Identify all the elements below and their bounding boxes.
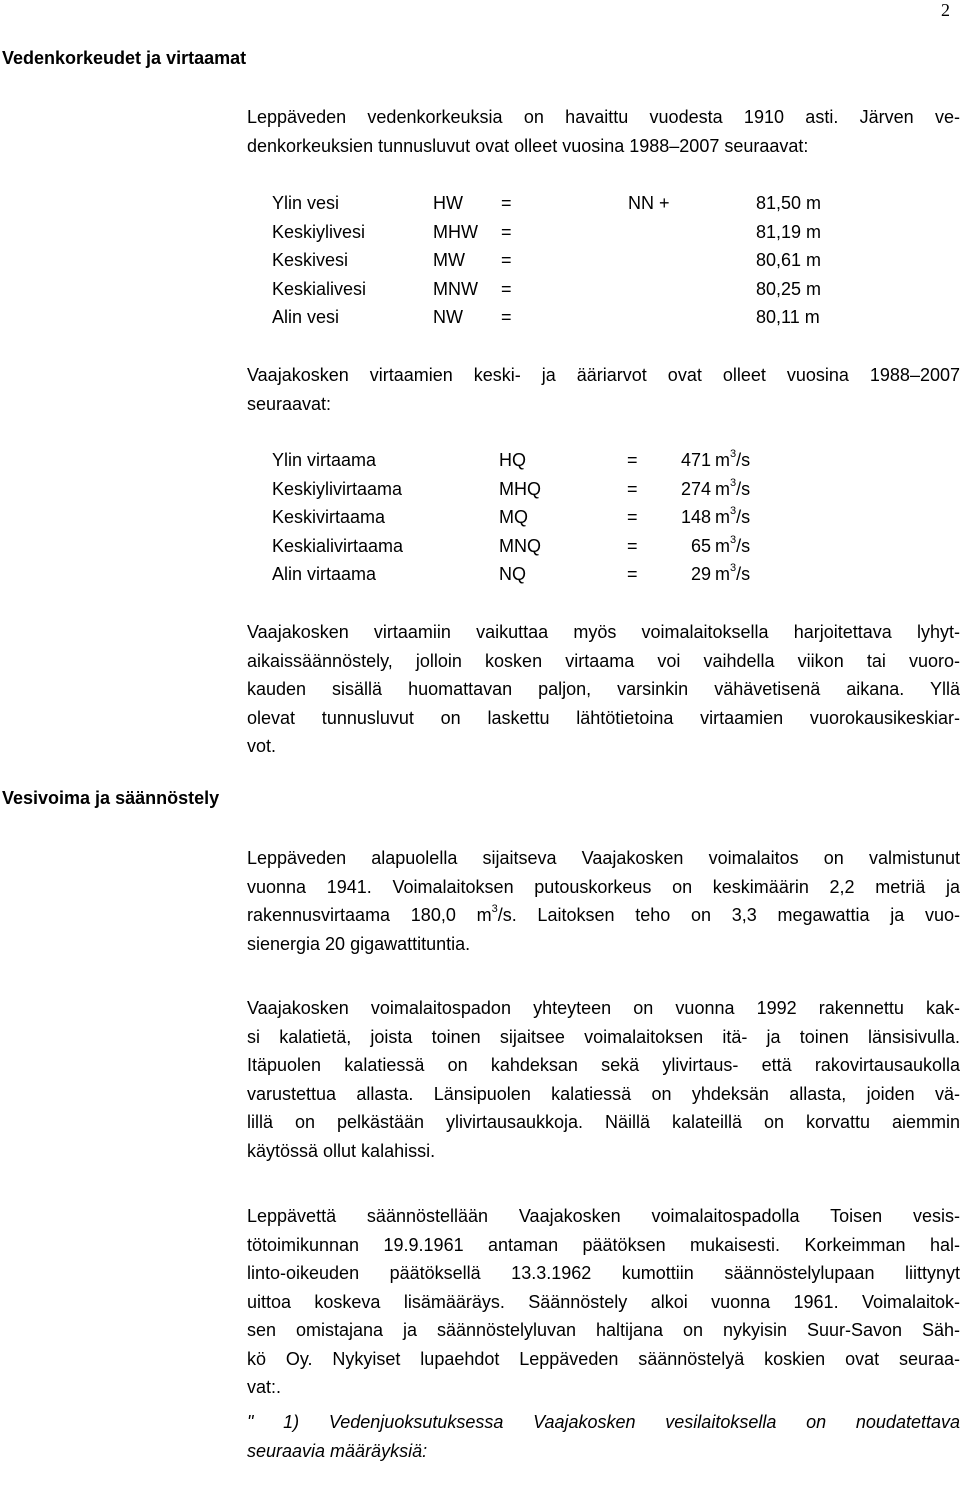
level-value: 81,50 m — [756, 193, 822, 213]
level-abbr: MNW — [433, 278, 478, 299]
unit-exponent: 3 — [730, 476, 737, 489]
unit-base: m — [715, 564, 730, 585]
unit-base: m — [715, 535, 730, 556]
level-abbr: HW — [433, 193, 463, 213]
equals-sign: = — [501, 278, 512, 299]
flow-value: 471 — [680, 450, 711, 470]
text-line: vuonna 1941. Voimalaitoksen putouskorkeus on keskimäärin 2,2 metriä ja — [247, 876, 960, 897]
unit-base: m — [715, 507, 730, 528]
flow-value: 29 — [690, 564, 711, 585]
flow-unit — [715, 446, 750, 475]
text-fragment: rakennusvirtaama 180,0 m — [247, 905, 492, 925]
table-row — [272, 503, 752, 532]
flow-table — [272, 446, 752, 589]
paragraph-water-level-intro — [247, 103, 960, 160]
paragraph-fish-passages — [247, 994, 960, 1165]
unit-suffix: /s — [736, 478, 751, 499]
level-abbr: MW — [433, 250, 465, 271]
unit-exponent: 3 — [730, 448, 737, 460]
text-line: vot. — [247, 736, 277, 756]
unit-base: m — [715, 478, 730, 499]
equals-sign: = — [627, 450, 638, 470]
flow-name: Keskivirtaama — [272, 507, 386, 528]
level-name: Keskiylivesi — [272, 221, 366, 242]
level-name: Keskialivesi — [272, 278, 367, 299]
text-line: " 1) Vedenjuoksutuksessa Vaajakosken vesilaitoksella on noudatettava — [247, 1412, 960, 1432]
paragraph-short-term-regulation — [247, 618, 960, 761]
section-heading-hydropower: Vesivoima ja säännöstely — [2, 788, 220, 808]
unit-exponent: 3 — [730, 562, 737, 575]
paragraph-permit-quote — [247, 1408, 960, 1465]
unit-base: m — [715, 450, 730, 470]
table-row — [272, 560, 752, 589]
unit-suffix: /s — [736, 450, 751, 470]
flow-value: 65 — [690, 535, 711, 556]
equals-sign: = — [501, 307, 512, 328]
unit-exponent: 3 — [730, 505, 737, 518]
flow-unit — [715, 475, 750, 504]
level-value: 80,25 m — [756, 278, 822, 299]
text-line: aikaissäännöstely, jolloin kosken virtaama voi vaihdella viikon tai vuoro- — [247, 650, 960, 671]
table-row — [272, 303, 832, 332]
table-row — [272, 275, 832, 304]
text-line: Itäpuolen kalatiessä on kahdeksan sekä ylivirtaus- että rakovirtausaukolla — [247, 1055, 960, 1075]
text-line: vat:. — [247, 1377, 282, 1397]
text-line: Leppävettä säännöstellään Vaajakosken voimalaitospadolla Toisen vesis- — [247, 1206, 960, 1226]
level-value: 80,11 m — [756, 307, 820, 328]
superscript: 3 — [491, 903, 498, 915]
section-heading-water-levels: Vedenkorkeudet ja virtaamat — [2, 48, 247, 68]
equals-sign: = — [501, 193, 512, 213]
text-line: sen omistajana ja säännöstelyluvan haltijana on nykyisin Suur-Savon Säh- — [247, 1320, 960, 1340]
text-line — [247, 901, 960, 930]
text-line: uittoa koskeva lisämääräys. Säännöstely alkoi vuonna 1961. Voimalaitok- — [247, 1291, 960, 1312]
text-fragment: /s. Laitoksen teho on 3,3 megawattia ja vuo- — [497, 905, 960, 925]
text-line: seuraavia määräyksiä: — [247, 1440, 428, 1461]
flow-name: Keskiylivirtaama — [272, 478, 403, 499]
paragraph-power-plant — [247, 844, 960, 958]
table-row — [272, 246, 832, 275]
flow-unit — [715, 560, 750, 589]
level-value: 81,19 m — [756, 221, 822, 242]
equals-sign: = — [501, 221, 512, 242]
flow-unit — [715, 532, 750, 561]
page-number: 2 — [941, 0, 950, 20]
flow-value: 148 — [680, 507, 711, 528]
text-line: seuraavat: — [247, 393, 332, 414]
flow-unit — [715, 503, 750, 532]
text-line: lillä on pelkästään ylivirtausaukkoja. Näillä kalateillä on korvattu aiemmin — [247, 1112, 960, 1132]
unit-suffix: /s — [736, 507, 751, 528]
water-level-table — [272, 189, 832, 332]
flow-name: Ylin virtaama — [272, 450, 377, 470]
text-line: varustettua allasta. Länsipuolen kalatiessä on yhdeksän allasta, joiden vä- — [247, 1083, 960, 1104]
table-row — [272, 446, 752, 475]
equals-sign: = — [627, 478, 638, 499]
equals-sign: = — [627, 564, 638, 585]
reference-datum: NN + — [628, 193, 670, 213]
text-line: käytössä ollut kalahissi. — [247, 1140, 436, 1161]
text-line: kö Oy. Nykyiset lupaehdot Leppäveden säännöstelyä koskien ovat seuraa- — [247, 1348, 960, 1369]
text-line: tötoimikunnan 19.9.1961 antaman päätöksen mukaisesti. Korkeimman hal- — [247, 1234, 960, 1255]
text-line: Vaajakosken voimalaitospadon yhteyteen on vuonna 1992 rakennettu kak- — [247, 998, 960, 1018]
text-line: Vaajakosken virtaamiin vaikuttaa myös voimalaitoksella harjoitettava lyhyt- — [247, 622, 960, 642]
text-line: Leppäveden alapuolella sijaitseva Vaajakosken voimalaitos on valmistunut — [247, 848, 960, 868]
unit-suffix: /s — [736, 564, 751, 585]
table-row — [272, 532, 752, 561]
equals-sign: = — [501, 250, 512, 271]
text-line: olevat tunnusluvut on laskettu lähtötietoina virtaamien vuorokausikeskiar- — [247, 707, 960, 728]
table-row — [272, 189, 832, 218]
text-line: Leppäveden vedenkorkeuksia on havaittu vuodesta 1910 asti. Järven ve- — [247, 107, 960, 127]
paragraph-regulation-permit — [247, 1202, 960, 1402]
flow-name: Keskialivirtaama — [272, 535, 404, 556]
equals-sign: = — [627, 535, 638, 556]
unit-suffix: /s — [736, 535, 751, 556]
equals-sign: = — [627, 507, 638, 528]
flow-abbr: MNQ — [499, 535, 541, 556]
flow-abbr: HQ — [499, 450, 526, 470]
text-line: linto-oikeuden päätöksellä 13.3.1962 kumottiin säännöstelylupaan liittynyt — [247, 1263, 960, 1283]
level-name: Keskivesi — [272, 250, 349, 271]
table-row — [272, 475, 752, 504]
flow-abbr: NQ — [499, 564, 526, 585]
text-line: sienergia 20 gigawattituntia. — [247, 933, 471, 954]
flow-abbr: MQ — [499, 507, 528, 528]
level-abbr: NW — [433, 307, 463, 328]
level-abbr: MHW — [433, 221, 478, 242]
flow-value: 274 — [680, 478, 711, 499]
unit-exponent: 3 — [730, 533, 737, 546]
table-row — [272, 218, 832, 247]
text-line: si kalatietä, joista toinen sijaitsee voimalaitoksen itä- ja toinen länsisivulla. — [247, 1026, 960, 1047]
text-line: denkorkeuksien tunnusluvut ovat olleet vuosina 1988–2007 seuraavat: — [247, 135, 809, 156]
level-value: 80,61 m — [756, 250, 822, 271]
paragraph-flow-intro — [247, 361, 960, 418]
flow-abbr: MHQ — [499, 478, 541, 499]
text-line: kauden sisällä huomattavan paljon, varsinkin vähävetisenä aikana. Yllä — [247, 679, 960, 699]
level-name: Alin vesi — [272, 307, 340, 328]
level-name: Ylin vesi — [272, 193, 340, 213]
text-line: Vaajakosken virtaamien keski- ja ääriarvot ovat olleet vuosina 1988–2007 — [247, 365, 960, 385]
flow-name: Alin virtaama — [272, 564, 377, 585]
